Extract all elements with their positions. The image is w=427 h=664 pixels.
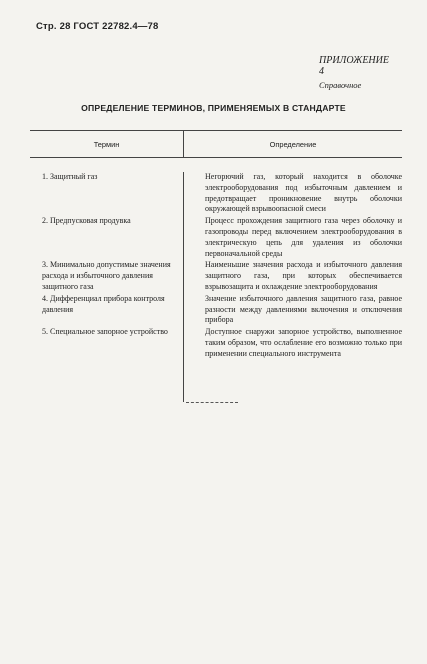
- page-reference: Стр. 28 ГОСТ 22782.4—78: [36, 21, 159, 32]
- table-row: [30, 260, 402, 292]
- table-row: [30, 327, 402, 359]
- column-header-term: Термин: [30, 131, 184, 157]
- definition-cell: Процесс прохождения защитного газа через оболочку и газопроводы перед включением электрооборудования в электрическую цепь для удаления из оболочки первоначальной среды: [205, 216, 402, 258]
- table-body: [30, 172, 402, 360]
- definition-cell: Негорючий газ, который находится в оболочке электрооборудования под избыточным давлением и предотвращает проникновение внутрь оболочки окружающей взрывоопасной смеси: [205, 172, 402, 214]
- definition-cell: Значение избыточного давления защитного газа, равное разности между давлениями включения и отключения прибора: [205, 293, 402, 325]
- appendix-subtitle: Справочное: [319, 80, 362, 90]
- table-row: [30, 216, 402, 259]
- term-cell: 5. Специальное запорное устройство: [42, 327, 168, 337]
- table-row: [30, 172, 402, 215]
- term-cell: 4. Дифференциал прибора контроля давления: [42, 293, 165, 314]
- table-row: [30, 294, 402, 326]
- appendix-title: ПРИЛОЖЕНИЕ 4: [319, 55, 389, 77]
- term-cell: 3. Минимально допустимые значения расхода и избыточного давления защитного газа: [42, 260, 171, 291]
- definition-cell: Наименьшие значения расхода и избыточного давления защитного газа, при которых обеспечивается взрывозащита и охлаждение электрооборудования: [205, 260, 402, 291]
- definition-cell: Доступное снаружи запорное устройство, выполненное таким образом, что ослабление его возможно только при применении специального инструмента: [205, 327, 402, 358]
- end-divider: [186, 402, 238, 403]
- section-title: ОПРЕДЕЛЕНИЕ ТЕРМИНОВ, ПРИМЕНЯЕМЫХ В СТАНДАРТЕ: [81, 103, 346, 113]
- terms-table: [30, 130, 402, 360]
- appendix-label: [319, 55, 387, 90]
- table-header: [30, 130, 402, 158]
- term-cell: 1. Защитный газ: [42, 172, 98, 181]
- term-cell: 2. Предпусковая продувка: [42, 216, 131, 226]
- column-header-definition: Определение: [269, 139, 317, 149]
